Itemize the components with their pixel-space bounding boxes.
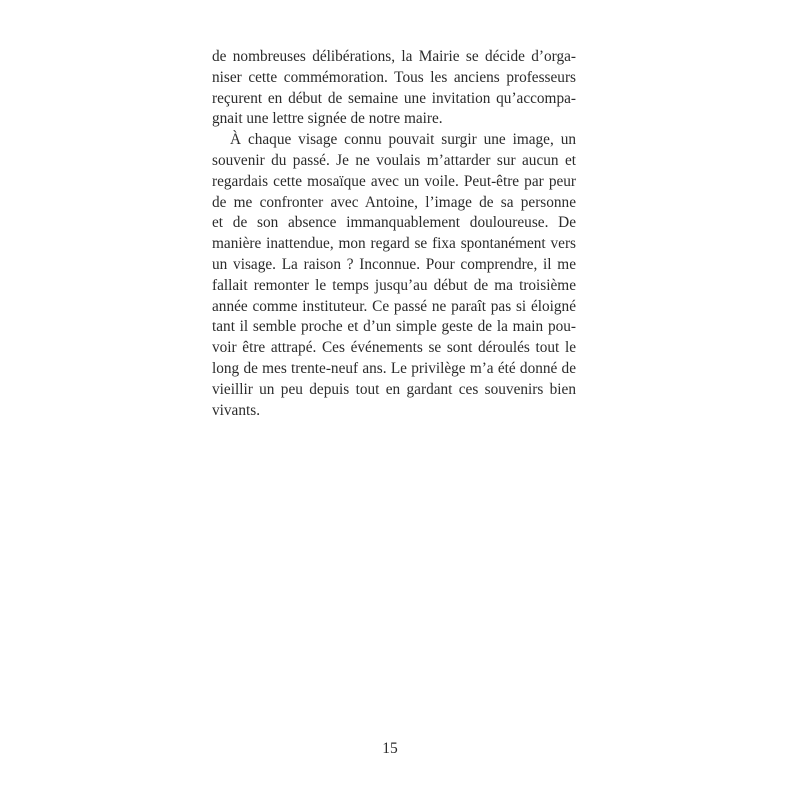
text-line: vivants.	[212, 401, 261, 419]
text-line: gnait une lettre signée de notre maire.	[212, 110, 443, 128]
text-line: fallait remonter le temps jusqu’au début de ma troisième	[212, 276, 576, 294]
text-line: souvenir du passé. Je ne voulais m’attarder sur aucun et	[212, 151, 576, 169]
page-number: 15	[382, 740, 398, 757]
text-line: tant il semble proche et d’un simple geste de la main pou-	[212, 318, 576, 336]
text-line: regardais cette mosaïque avec un voile. Peut-être par peur	[212, 172, 576, 190]
text-line: reçurent en début de semaine une invitation qu’accompa-	[212, 89, 576, 107]
body-text	[212, 47, 576, 421]
text-line: vieillir un peu depuis tout en gardant ces souvenirs bien	[212, 380, 576, 398]
paragraph-1	[212, 47, 576, 130]
text-line: voir être attrapé. Ces événements se sont déroulés tout le	[212, 339, 576, 357]
paragraph-2	[212, 130, 576, 421]
text-line: manière inattendue, mon regard se fixa spontanément vers	[212, 235, 576, 253]
text-line: et de son absence immanquablement douloureuse. De	[212, 214, 576, 232]
text-line: niser cette commémoration. Tous les anciens professeurs	[212, 68, 576, 86]
text-line: un visage. La raison ? Inconnue. Pour comprendre, il me	[212, 255, 576, 273]
text-line: de nombreuses délibérations, la Mairie se décide d’orga-	[212, 48, 576, 65]
text-line: À chaque visage connu pouvait surgir une image, un	[230, 131, 576, 149]
text-line: année comme instituteur. Ce passé ne paraît pas si éloigné	[212, 297, 576, 315]
text-line: de me confronter avec Antoine, l’image de sa personne	[212, 193, 576, 211]
text-line: long de mes trente-neuf ans. Le privilège m’a été donné de	[212, 359, 576, 377]
